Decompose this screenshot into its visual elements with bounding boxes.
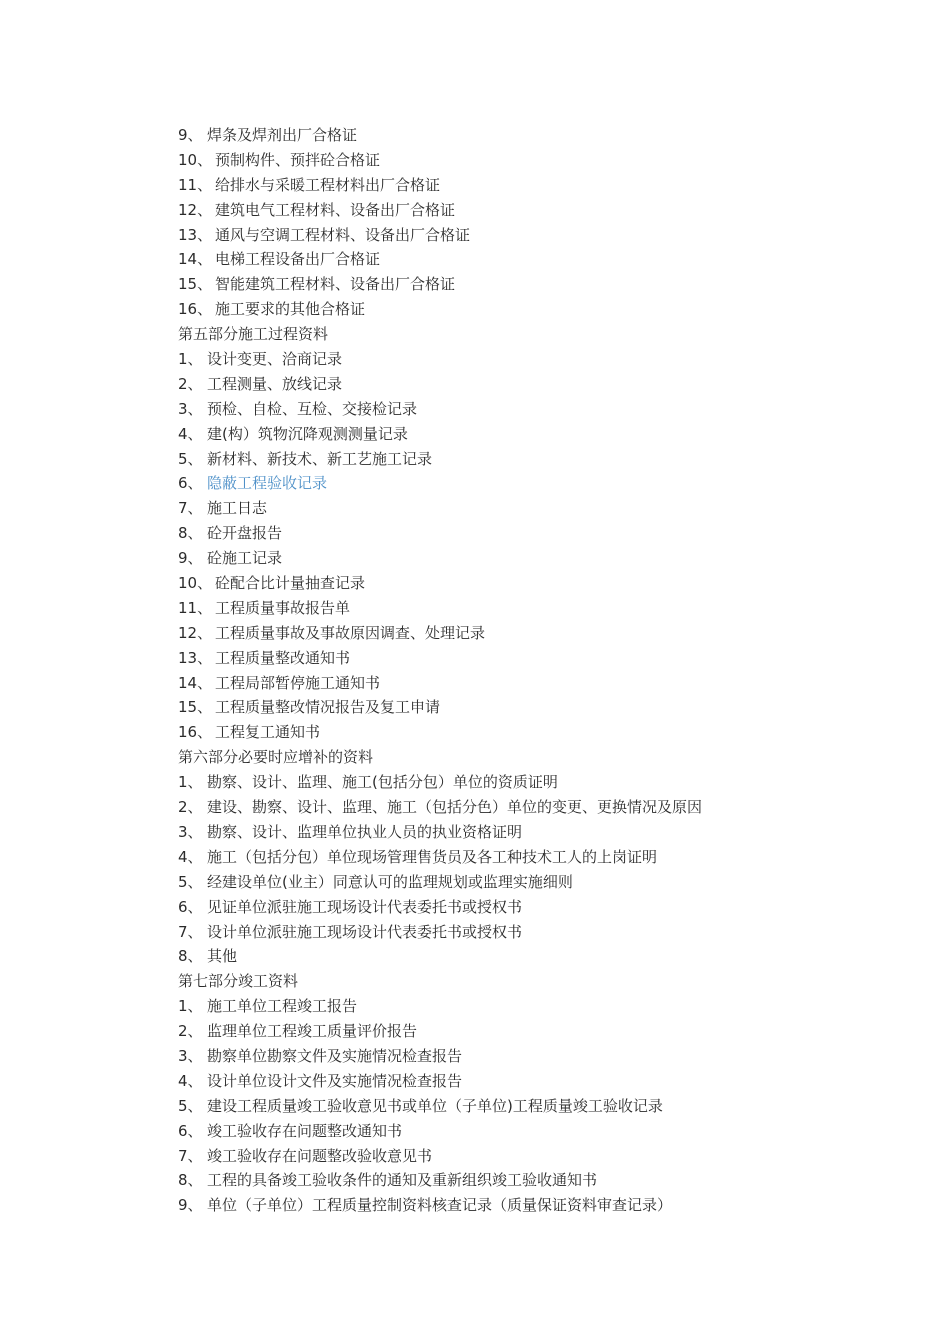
list-item — [178, 223, 878, 248]
list-item-text: 其他 — [207, 947, 238, 966]
list-item-text: 见证单位派驻施工现场设计代表委托书或授权书 — [207, 897, 523, 916]
list-item-number: 3、 — [178, 822, 203, 841]
list-item-text: 设计单位派驻施工现场设计代表委托书或授权书 — [207, 922, 523, 941]
list-item-number: 10、 — [178, 150, 213, 169]
list-item — [178, 646, 878, 671]
list-item-text: 砼施工记录 — [207, 549, 283, 568]
list-item-number: 15、 — [178, 698, 213, 717]
list-item-number: 3、 — [178, 1046, 203, 1065]
list-item-number: 6、 — [178, 1121, 203, 1140]
list-item-text: 新材料、新技术、新工艺施工记录 — [207, 449, 433, 468]
list-item-number: 12、 — [178, 200, 213, 219]
list-item-text: 勘察、设计、监理、施工(包括分包）单位的资质证明 — [207, 773, 558, 792]
list-item-number: 7、 — [178, 499, 203, 518]
section-heading: 第六部分必要时应增补的资料 — [178, 748, 374, 767]
list-item — [178, 596, 878, 621]
list-item-text: 建设工程质量竣工验收意见书或单位（子单位)工程质量竣工验收记录 — [207, 1096, 663, 1115]
list-item — [178, 272, 878, 297]
list-item-text: 施工要求的其他合格证 — [215, 300, 366, 319]
list-item — [178, 845, 878, 870]
list-item — [178, 297, 878, 322]
list-item-number: 5、 — [178, 872, 203, 891]
list-item-text: 焊条及焊剂出厂合格证 — [207, 126, 358, 144]
list-item-number: 4、 — [178, 424, 203, 443]
list-item — [178, 1144, 878, 1169]
list-item-number: 13、 — [178, 225, 213, 244]
list-item-number: 7、 — [178, 922, 203, 941]
list-item — [178, 895, 878, 920]
list-item — [178, 173, 878, 198]
list-item — [178, 770, 878, 795]
list-item-number: 2、 — [178, 1022, 203, 1041]
list-item — [178, 994, 878, 1019]
list-item — [178, 521, 878, 546]
list-item-text: 经建设单位(业主）同意认可的监理规划或监理实施细则 — [207, 872, 573, 891]
list-item-number: 4、 — [178, 1071, 203, 1090]
section-heading: 第五部分施工过程资料 — [178, 325, 329, 344]
document-body — [178, 123, 878, 1218]
list-item-number: 15、 — [178, 275, 213, 294]
list-item-text: 工程测量、放线记录 — [207, 374, 343, 393]
list-item-text: 通风与空调工程材料、设备出厂合格证 — [215, 225, 471, 244]
list-item — [178, 1119, 878, 1144]
list-item-number: 11、 — [178, 598, 213, 617]
list-item-number: 8、 — [178, 524, 203, 543]
list-item-text: 监理单位工程竣工质量评价报告 — [207, 1022, 418, 1041]
list-item-number: 12、 — [178, 623, 213, 642]
list-item-number: 14、 — [178, 250, 213, 269]
list-item — [178, 198, 878, 223]
list-item-text: 工程局部暂停施工通知书 — [215, 673, 381, 692]
list-item — [178, 870, 878, 895]
list-item — [178, 1193, 878, 1218]
list-item-text: 工程质量事故及事故原因调查、处理记录 — [215, 623, 486, 642]
list-item — [178, 1168, 878, 1193]
list-item-text: 竣工验收存在问题整改通知书 — [207, 1121, 403, 1140]
list-item-text: 建设、勘察、设计、监理、施工（包括分色）单位的变更、更换情况及原因 — [207, 798, 703, 817]
list-item — [178, 820, 878, 845]
list-item — [178, 372, 878, 397]
list-item — [178, 1019, 878, 1044]
list-item-text: 建筑电气工程材料、设备出厂合格证 — [215, 200, 456, 219]
list-item — [178, 247, 878, 272]
list-item-text: 工程复工通知书 — [215, 723, 321, 742]
list-item-number: 4、 — [178, 847, 203, 866]
list-item-text: 建(构）筑物沉降观测测量记录 — [207, 424, 408, 443]
list-item-text: 单位（子单位）工程质量控制资料核查记录（质量保证资料审查记录） — [207, 1196, 673, 1215]
list-item-number: 7、 — [178, 1146, 203, 1165]
list-item-text: 预制构件、预拌砼合格证 — [215, 150, 381, 169]
list-item — [178, 571, 878, 596]
list-item-number: 6、 — [178, 897, 203, 916]
list-item — [178, 720, 878, 745]
section-heading: 第七部分竣工资料 — [178, 972, 299, 991]
list-item-text: 砼配合比计量抽查记录 — [215, 574, 366, 593]
list-item — [178, 347, 878, 372]
list-item-text: 工程质量整改通知书 — [215, 648, 351, 667]
list-item-text: 给排水与采暖工程材料出厂合格证 — [215, 175, 441, 194]
list-item — [178, 944, 878, 969]
list-item-number: 5、 — [178, 449, 203, 468]
list-item-text: 施工单位工程竣工报告 — [207, 997, 358, 1016]
list-item-number: 9、 — [178, 126, 203, 144]
list-item — [178, 422, 878, 447]
list-item-number: 13、 — [178, 648, 213, 667]
list-item-number: 1、 — [178, 350, 203, 369]
list-item-number: 11、 — [178, 175, 213, 194]
list-item-number: 16、 — [178, 723, 213, 742]
list-item — [178, 1094, 878, 1119]
list-item-number: 8、 — [178, 947, 203, 966]
list-item — [178, 1044, 878, 1069]
list-item-number: 9、 — [178, 1196, 203, 1215]
list-item — [178, 621, 878, 646]
list-item-number: 9、 — [178, 549, 203, 568]
list-item-text: 设计变更、洽商记录 — [207, 350, 343, 369]
list-item-number: 1、 — [178, 773, 203, 792]
list-item-number: 16、 — [178, 300, 213, 319]
list-item-text: 工程质量事故报告单 — [215, 598, 351, 617]
list-item-text: 工程的具备竣工验收条件的通知及重新组织竣工验收通知书 — [207, 1171, 598, 1190]
list-item-number: 8、 — [178, 1171, 203, 1190]
list-item-number: 2、 — [178, 798, 203, 817]
list-item — [178, 447, 878, 472]
list-item-text: 勘察、设计、监理单位执业人员的执业资格证明 — [207, 822, 523, 841]
list-item-number: 2、 — [178, 374, 203, 393]
list-item-text: 砼开盘报告 — [207, 524, 283, 543]
list-item — [178, 1069, 878, 1094]
list-item-text: 勘察单位勘察文件及实施情况检查报告 — [207, 1046, 463, 1065]
list-item-number: 1、 — [178, 997, 203, 1016]
list-item — [178, 496, 878, 521]
list-item-text: 工程质量整改情况报告及复工申请 — [215, 698, 441, 717]
list-item-text: 施工（包括分包）单位现场管理售货员及各工种技术工人的上岗证明 — [207, 847, 658, 866]
list-item — [178, 148, 878, 173]
list-item-number: 6、 — [178, 474, 203, 493]
list-item-link[interactable]: 隐蔽工程验收记录 — [207, 474, 328, 493]
list-item — [178, 546, 878, 571]
list-item — [178, 397, 878, 422]
list-item-number: 14、 — [178, 673, 213, 692]
list-item-text: 施工日志 — [207, 499, 268, 518]
list-item-text: 设计单位设计文件及实施情况检查报告 — [207, 1071, 463, 1090]
list-item-number: 5、 — [178, 1096, 203, 1115]
list-item-number: 3、 — [178, 399, 203, 418]
list-item — [178, 795, 878, 820]
list-item-text: 竣工验收存在问题整改验收意见书 — [207, 1146, 433, 1165]
list-item-text: 电梯工程设备出厂合格证 — [215, 250, 381, 269]
list-item — [178, 123, 878, 148]
list-item — [178, 695, 878, 720]
list-item-text: 智能建筑工程材料、设备出厂合格证 — [215, 275, 456, 294]
list-item-number: 10、 — [178, 574, 213, 593]
list-item — [178, 920, 878, 945]
list-item — [178, 671, 878, 696]
list-item-text: 预检、自检、互检、交接检记录 — [207, 399, 418, 418]
list-item[interactable] — [178, 471, 878, 496]
